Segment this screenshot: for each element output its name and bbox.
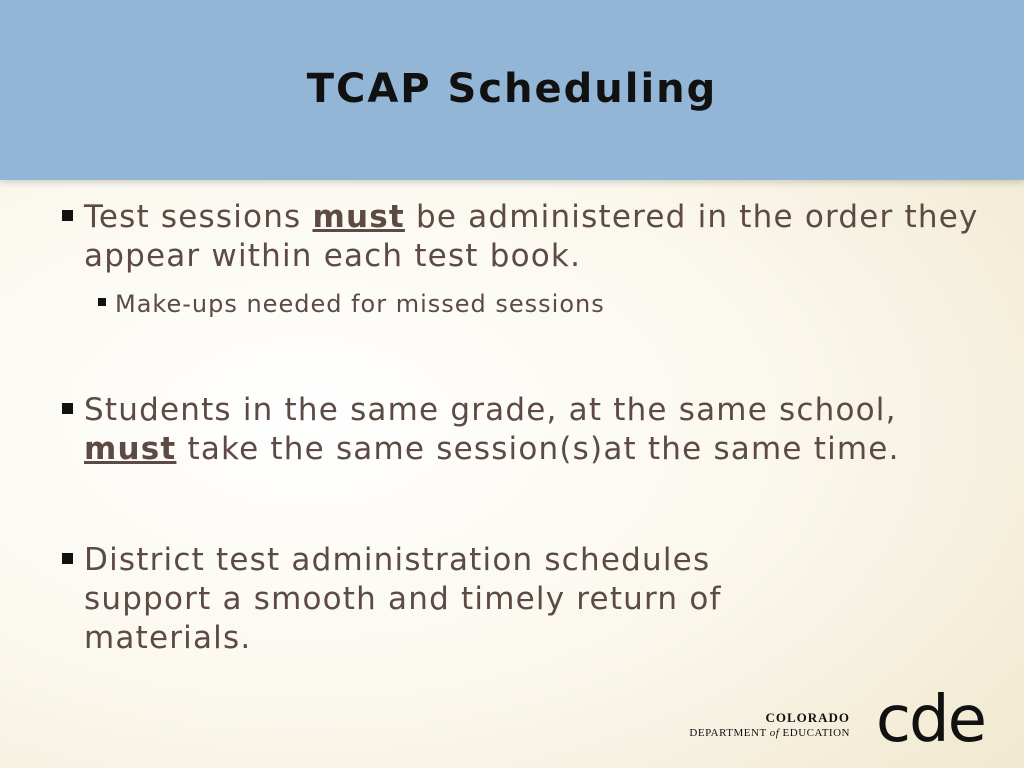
bullet-2-text-before: Students in the same grade, at the same school, — [84, 392, 897, 428]
square-bullet-icon — [62, 553, 73, 564]
bullet-1-text-before: Test sessions — [84, 199, 313, 235]
bullet-1-emphasis: must — [312, 199, 405, 235]
logo-of-word: of — [769, 727, 780, 739]
bullet-item-1 — [60, 198, 980, 276]
logo-cde-mark: cde — [875, 683, 985, 757]
square-bullet-icon — [98, 298, 106, 306]
bullet-1-text-after: be administered in the order they appear within each test book. — [84, 199, 979, 274]
logo-education-word: EDUCATION — [779, 727, 850, 739]
title-banner — [0, 0, 1024, 180]
cde-logo — [689, 683, 990, 757]
bullet-list — [60, 198, 980, 658]
slide-title: TCAP Scheduling — [306, 66, 718, 112]
sub-bullet-item-1 — [98, 288, 980, 320]
square-bullet-icon — [62, 210, 73, 221]
sub-bullet-1-text: Make-ups needed for missed sessions — [115, 290, 605, 318]
bullet-2-emphasis: must — [84, 431, 177, 467]
logo-department-word: DEPARTMENT — [689, 727, 770, 739]
square-bullet-icon — [62, 403, 73, 414]
bullet-item-3 — [60, 541, 980, 658]
bullet-3-text: District test administration schedules support a smooth and timely return of materials. — [84, 542, 722, 656]
logo-department-text — [689, 727, 850, 739]
logo-colorado-text: COLORADO — [765, 710, 850, 725]
bullet-item-2 — [60, 391, 980, 469]
bullet-2-text-after: take the same session(s)at the same time. — [176, 431, 900, 467]
